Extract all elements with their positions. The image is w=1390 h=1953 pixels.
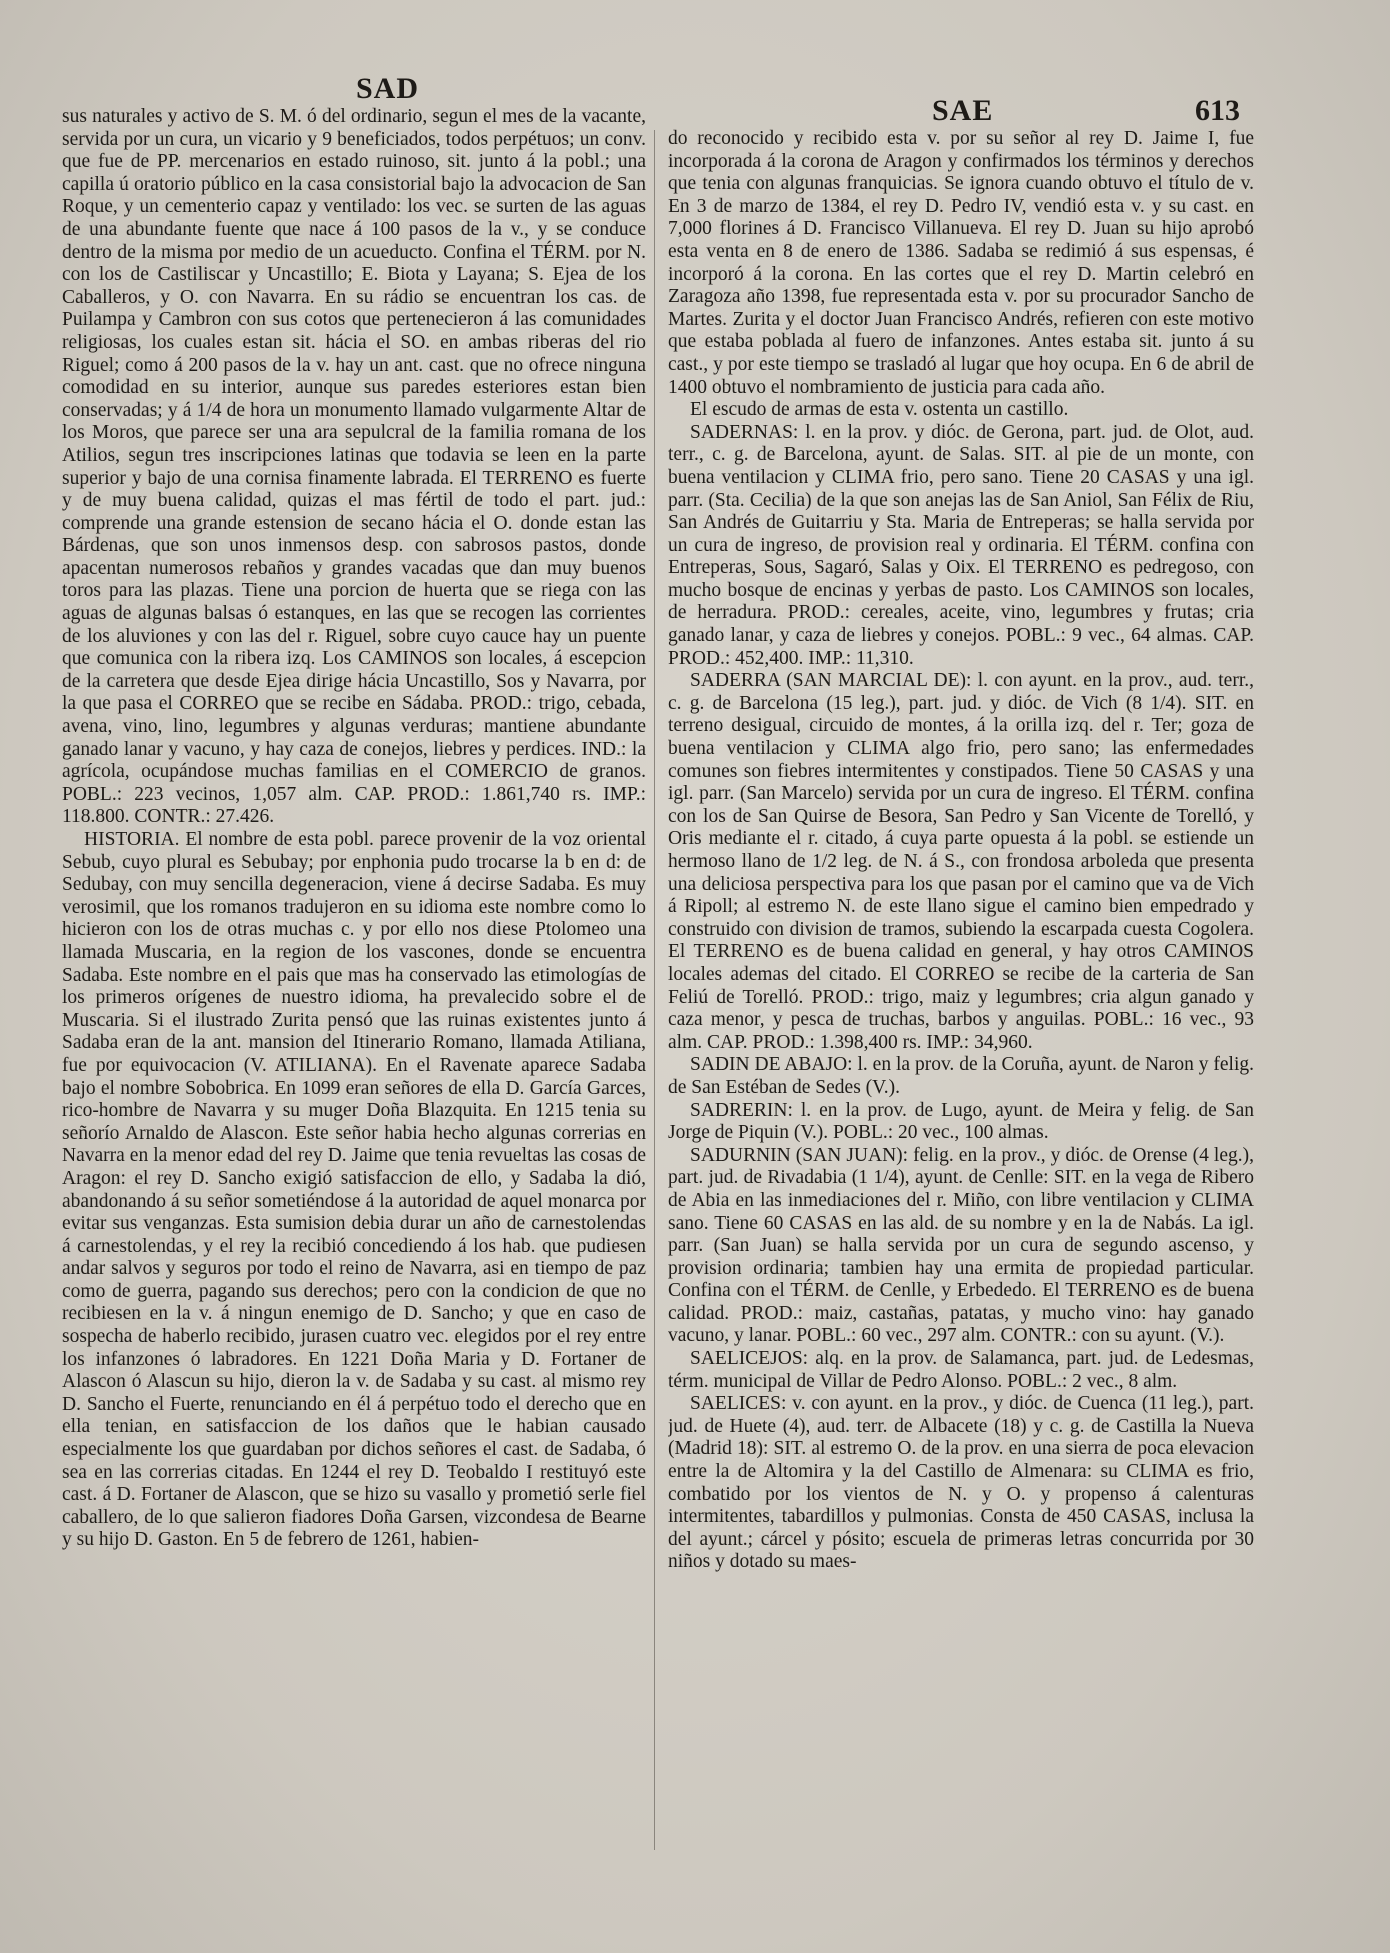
right-column (668, 128, 1254, 1888)
entry-sadrerin: SADRERIN: l. en la prov. de Lugo, ayunt. de Meira y felig. de San Jorge de Piquin (V.). POBL.: 20 vec., 100 almas. (668, 1099, 1254, 1144)
entry-saderra: SADERRA (SAN MARCIAL DE): l. con ayunt. en la prov., aud. terr., c. g. de Barcelona (15 leg.), part. jud. y dióc. de Vich (8 1/4). SIT. en terreno desigual, circuido de montes, á la orilla izq. del r. Ter; goza de buena ventilacion y CLIMA algo frio, pero sano; las enfermedades comunes son fiebres intermitentes y constipados. Tiene 50 CASAS y una igl. parr. (San Marcelo) servida por un cura de ingreso. El TÉRM. confina con los de San Quirse de Besora, San Pedro y San Vicente de Torelló, y Oris mediante el r. citado, á cuya parte opuesta á la pobl. se estiende un hermoso llano de 1/2 leg. de N. á S., con frondosa arboleda que presenta una deliciosa perspectiva para los que pasan por el camino que va de Vich á Ripoll; al estremo N. de este llano sigue el camino bien empedrado y construido con division de tramos, subiendo la escarpada cuesta Cogolera. El TERRENO es de buena calidad en general, y hay otros CAMINOS locales ademas del citado. El CORREO se recibe de la carteria de San Feliú de Torelló. PROD.: trigo, maiz y legumbres; cria algun ganado y caza menor, y pesca de truchas, barbos y anguilas. POBL.: 16 vec., 93 alm. CAP. PROD.: 1.398,400 rs. IMP.: 34,960. (668, 670, 1254, 1053)
entry-saelices: SAELICES: v. con ayunt. en la prov., y dióc. de Cuenca (11 leg.), part. jud. de Huete (4), aud. terr. de Albacete (18) y c. g. de Castilla la Nueva (Madrid 18): SIT. al estremo O. de la prov. en una sierra de poca elevacion entre la de Altomira y la del Castillo de Almenara: su CLIMA es frio, combatido por los vientos de N. y O. y propenso á calenturas intermitentes, tabardillos y pulmonias. Consta de 450 CASAS, inclusa la del ayunt.; cárcel y pósito; escuela de primeras letras concurrida por 30 niños y dotado su maes- (668, 1393, 1254, 1573)
entry-sadernas: SADERNAS: l. en la prov. y dióc. de Gerona, part. jud. de Olot, aud. terr., c. g. de Barcelona, ayunt. de Salas. SIT. al pie de un monte, con buena ventilacion y CLIMA frio, pero sano. Tiene 20 CASAS y una igl. parr. (Sta. Cecilia) de la que son anejas las de San Aniol, San Félix de Riu, San Andrés de Guitarriu y Sta. Maria de Entreperas; se halla servida por un cura de ingreso, de provision real y ordinaria. El TÉRM. confina con Entreperas, Sous, Sagaró, Salas y Oix. El TERRENO es pedregoso, con mucho bosque de encinas y yerbas de pasto. Los CAMINOS son locales, de herradura. PROD.: cereales, aceite, vino, legumbres y frutas; cria ganado lanar, y caza de liebres y conejos. POBL.: 9 vec., 64 almas. CAP. PROD.: 452,400. IMP.: 11,310. (668, 421, 1254, 669)
running-head-right: SAE (932, 94, 994, 127)
entry-sadaba-continued: sus naturales y activo de S. M. ó del ordinario, segun el mes de la vacante, servida por un cura, un vicario y 9 beneficiados, todos perpétuos; un conv. que fue de PP. mercenarios en estado ruinoso, sit. junto á la pobl.; una capilla ú oratorio público en la casa consistorial bajo la advocacion de San Roque, y un cementerio capaz y ventilado: los vec. se surten de las aguas de una abundante fuente que nace á 100 pasos de la v., y se conduce dentro de la misma por medio de un acueducto. Confina el TÉRM. por N. con los de Castiliscar y Uncastillo; E. Biota y Layana; S. Ejea de los Caballeros, y O. con Navarra. En su rádio se encuentran los cas. de Puilampa y Cambron con sus cotos que pertenecieron á las comunidades religiosas, los cuales estan sit. hácia el SO. en ambas riberas del rio Riguel; como á 200 pasos de la v. hay un ant. cast. que no ofrece ninguna comodidad en su interior, aunque sus paredes esteriores estan bien conservadas; y á 1/4 de hora un monumento llamado vulgarmente Altar de los Moros, que parece ser una ara sepulcral de la familia romana de los Atilios, segun tres inscripciones latinas que todavia se leen en la parte superior y bajo de una cornisa finamente labrada. El TERRENO es fuerte y de muy buena calidad, quizas el mas fértil de todo el part. jud.: comprende una grande estension de secano hácia el O. donde estan las Bárdenas, que son unos inmensos desp. con sabrosos pastos, donde apacentan numerosos rebaños y grandes vacadas que dan muy buenos toros para las plazas. Tiene una porcion de huerta que se riega con las aguas de algunas balsas ó estanques, en las que se recogen las corrientes de los aluviones y con las del r. Riguel, sobre cuyo cauce hay un puente que comunica con la ribera izq. Los CAMINOS son locales, á escepcion de la carretera que desde Ejea dirige hácia Uncastillo, Sos y Navarra, por la que pasa el CORREO que se recibe en Sádaba. PROD.: trigo, cebada, avena, vino, lino, legumbres y algunas verduras; mantiene abundante ganado lanar y vacuno, y hay caza de conejos, liebres y perdices. IND.: la agrícola, ocupándose muchas familias en el COMERCIO de granos. POBL.: 223 vecinos, 1,057 alm. CAP. PROD.: 1.861,740 rs. IMP.: 118.800. CONTR.: 27.426. (62, 106, 646, 828)
left-column (62, 106, 646, 1886)
entry-saelicejos: SAELICEJOS: alq. en la prov. de Salamanca, part. jud. de Ledesmas, térm. municipal de Villar de Pedro Alonso. POBL.: 2 vec., 8 alm. (668, 1348, 1254, 1392)
running-head-left: SAD (356, 72, 420, 105)
entry-sadaba-escudo: El escudo de armas de esta v. ostenta un castillo. (690, 399, 1069, 421)
entry-sadurnin: SADURNIN (SAN JUAN): felig. en la prov., y dióc. de Orense (4 leg.), part. jud. de Rivadabia (1 1/4), ayunt. de Cenlle: SIT. en la vega de Ribero de Abia en las inmediaciones del r. Miño, con libre ventilacion y CLIMA sano. Tiene 60 CASAS en las ald. de su nombre y en la de Nabás. La igl. parr. (San Juan) se halla servida por un cura de segundo ascenso, y provision ordinaria; tambien hay una ermita de propiedad particular. Confina con el TÉRM. de Cenlle, y Erbededo. El TERRENO es de buena calidad. PROD.: maiz, castañas, patatas, y mucho vino: hay ganado vacuno, y lanar. POBL.: 60 vec., 297 alm. CONTR.: con su ayunt. (V.). (668, 1144, 1254, 1347)
entry-sadin-de-abajo: SADIN DE ABAJO: l. en la prov. de la Coruña, ayunt. de Naron y felig. de San Estéban de Sedes (V.). (668, 1054, 1254, 1098)
entry-sadaba-historia: HISTORIA. El nombre de esta pobl. parece provenir de la voz oriental Sebub, cuyo plural es Sebubay; por enphonia pudo trocarse la b en d: de Sedubay, con muy sencilla degeneracion, viene á decirse Sadaba. Es muy verosimil, que los romanos tradujeron en su idioma este nombre como lo hicieron con los de otras muchas c. y por ello nos diese Ptolomeo una llamada Muscaria, en la region de los vascones, donde se encuentra Sadaba. Este nombre en el pais que mas ha conservado las etimologías de los primeros orígenes de nuestro idioma, ha prevalecido sobre el de Muscaria. Si el ilustrado Zurita pensó que las ruinas existentes junto á Sadaba eran de la ant. mansion del Itinerario Romano, llamada Atiliana, fue por equivocacion (V. ATILIANA). En el Ravenate aparece Sadaba bajo el nombre Sobobrica. En 1099 eran señores de ella D. García Garces, rico-hombre de Navarra y su muger Doña Blazquita. En 1215 tenia su señorío Arnaldo de Alascon. Este señor habia hecho algunas correrias en Navarra en la menor edad del rey D. Jaime que tenia revueltas las cosas de Aragon: el rey D. Sancho exigió satisfaccion de ello, y Sadaba la dió, abandonando á su señor sometiéndose á la autoridad de aquel monarca por evitar sus venganzas. Esta sumision debia durar un año de carnestolendas á carnestolendas, y el rey la recibió concediendo á los hab. que pudiesen andar salvos y seguros por todo el reino de Navarra, asi en tiempo de paz como de guerra, pagando sus derechos; pero con la condicion de que no recibiesen en la v. á ningun enemigo de D. Sancho; y que en caso de sospecha de haberlo recibido, jurasen cuatro vec. elegidos por el rey entre los infanzones ó labradores. En 1221 Doña Maria y D. Fortaner de Alascon ó Alascun su hijo, dieron la v. de Sadaba y su cast. al mismo rey D. Sancho el Fuerte, renunciando en él á perpétuo todo el derecho que en ella tenian, en satisfaccion de los daños que le habian causado especialmente los que guardaban por dichos señores el cast. de Sadaba, ó sea en las correrias citadas. En 1244 el rey D. Teobaldo I restituyó este cast. á D. Fortaner de Alascon, que se hizo su vasallo y prometió serle fiel caballero, de lo que salieron fiadores Doña Garsen, vizcondesa de Bearne y su hijo D. Gaston. En 5 de febrero de 1261, habien- (62, 829, 646, 1551)
entry-sadaba-historia-continued: do reconocido y recibido esta v. por su señor al rey D. Jaime I, fue incorporada á la corona de Aragon y confirmados los términos y derechos que tenia con algunas franquicias. Se ignora cuando obtuvo el título de v. En 3 de marzo de 1384, el rey D. Pedro IV, vendió esta v. y su cast. en 7,000 florines á D. Francisco Villanueva. El rey D. Juan su hijo aprobó esta venta en 8 de enero de 1386. Sadaba se redimió á sus espensas, é incorporó á la corona. En las cortes que el rey D. Martin celebró en Zaragoza año 1398, fue representada esta v. por su procurador Sancho de Martes. Zurita y el doctor Juan Francisco Andrés, refieren con este motivo que estaba poblada al fuero de infanzones. Antes estaba sit. junto á su cast., y por este tiempo se trasladó al lugar que hoy ocupa. En 6 de abril de 1400 obtuvo el nombramiento de justicia para cada año. (668, 128, 1254, 398)
column-divider (654, 130, 655, 1850)
page-number: 613 (1195, 94, 1240, 127)
